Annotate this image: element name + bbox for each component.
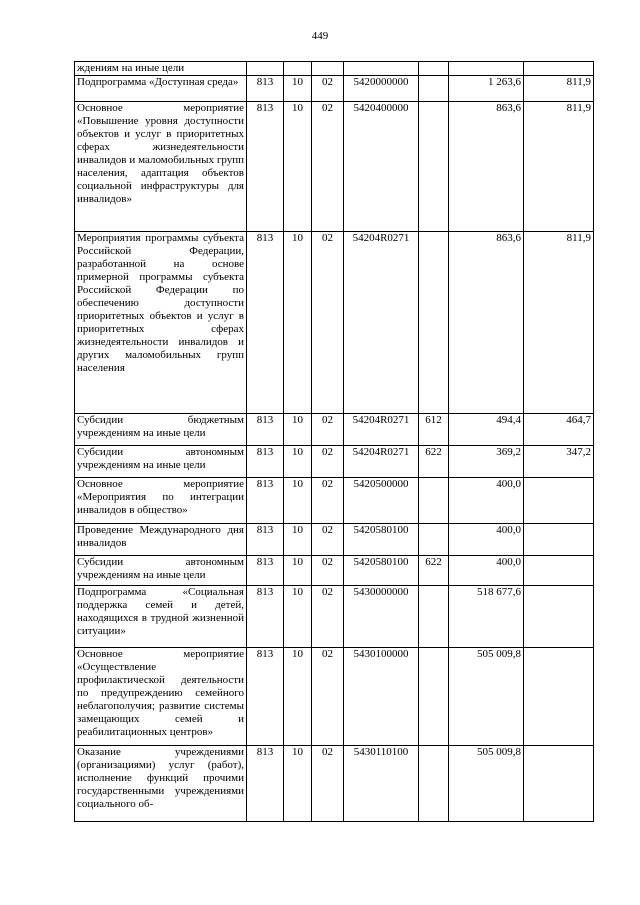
section-code-cell: 10 [284,524,312,556]
ved-code-cell [247,62,284,76]
section-code-cell: 10 [284,232,312,414]
amount-cell-2 [524,524,594,556]
row-name-cell: Субсидии бюджетным учреждениям на иные цели [75,414,247,446]
amount-cell-2: 811,9 [524,102,594,232]
target-article-cell: 5430100000 [344,648,419,746]
ved-code-cell: 813 [247,102,284,232]
subsection-code-cell: 02 [312,102,344,232]
table-row [75,586,594,648]
target-article-cell [344,62,419,76]
amount-cell-2 [524,648,594,746]
ved-code-cell: 813 [247,232,284,414]
section-code-cell: 10 [284,746,312,822]
amount-cell-2: 811,9 [524,232,594,414]
section-code-cell: 10 [284,586,312,648]
amount-cell: 505 009,8 [449,746,524,822]
row-name-cell: Проведение Международного дня инвалидов [75,524,247,556]
section-code-cell: 10 [284,478,312,524]
amount-cell-2 [524,478,594,524]
ved-code-cell: 813 [247,76,284,102]
section-code-cell: 10 [284,446,312,478]
ved-code-cell: 813 [247,446,284,478]
target-article-cell: 5430000000 [344,586,419,648]
section-code-cell: 10 [284,102,312,232]
table-row [75,102,594,232]
expense-type-cell [419,586,449,648]
subsection-code-cell: 02 [312,232,344,414]
ved-code-cell: 813 [247,648,284,746]
subsection-code-cell: 02 [312,648,344,746]
row-name-cell: Подпрограмма «Доступная среда» [75,76,247,102]
amount-cell-2 [524,746,594,822]
amount-cell: 1 263,6 [449,76,524,102]
amount-cell: 518 677,6 [449,586,524,648]
target-article-cell: 5420400000 [344,102,419,232]
expense-type-cell [419,102,449,232]
subsection-code-cell: 02 [312,556,344,586]
target-article-cell: 5420580100 [344,556,419,586]
amount-cell: 863,6 [449,102,524,232]
subsection-code-cell: 02 [312,586,344,648]
row-name-cell: ждениям на иные цели [75,62,247,76]
budget-table [74,61,594,822]
section-code-cell: 10 [284,648,312,746]
expense-type-cell: 622 [419,446,449,478]
section-code-cell: 10 [284,414,312,446]
expense-type-cell [419,62,449,76]
row-name-cell: Субсидии автономным учреждениям на иные цели [75,446,247,478]
section-code-cell: 10 [284,556,312,586]
subsection-code-cell: 02 [312,478,344,524]
ved-code-cell: 813 [247,746,284,822]
amount-cell: 400,0 [449,524,524,556]
section-code-cell: 10 [284,76,312,102]
amount-cell-2 [524,62,594,76]
subsection-code-cell: 02 [312,524,344,556]
table-row [75,414,594,446]
target-article-cell: 5420500000 [344,478,419,524]
amount-cell-2: 464,7 [524,414,594,446]
expense-type-cell [419,76,449,102]
amount-cell: 863,6 [449,232,524,414]
amount-cell: 400,0 [449,478,524,524]
subsection-code-cell: 02 [312,446,344,478]
amount-cell: 494,4 [449,414,524,446]
target-article-cell: 5430110100 [344,746,419,822]
target-article-cell: 5420580100 [344,524,419,556]
expense-type-cell [419,524,449,556]
ved-code-cell: 813 [247,478,284,524]
expense-type-cell [419,746,449,822]
row-name-cell: Субсидии автономным учреждениям на иные цели [75,556,247,586]
ved-code-cell: 813 [247,586,284,648]
amount-cell: 400,0 [449,556,524,586]
table-row [75,746,594,822]
table-row [75,524,594,556]
ved-code-cell: 813 [247,414,284,446]
expense-type-cell: 622 [419,556,449,586]
amount-cell: 505 009,8 [449,648,524,746]
expense-type-cell [419,648,449,746]
section-code-cell [284,62,312,76]
expense-type-cell [419,478,449,524]
amount-cell: 369,2 [449,446,524,478]
target-article-cell: 5420000000 [344,76,419,102]
target-article-cell: 54204R0271 [344,414,419,446]
table-row [75,232,594,414]
subsection-code-cell: 02 [312,414,344,446]
row-name-cell: Основное мероприятие «Осуществление профилактической деятельности по предупреждению семейного неблагополучия; развитие системы замещающих семей и реабилитационных центров» [75,648,247,746]
page-number: 449 [311,30,329,42]
amount-cell-2: 347,2 [524,446,594,478]
amount-cell-2 [524,586,594,648]
row-name-cell: Подпрограмма «Социальная поддержка семей и детей, находящихся в трудной жизненной ситуации» [75,586,247,648]
row-name-cell: Основное мероприятие «Мероприятия по интеграции инвалидов в общество» [75,478,247,524]
table-row [75,478,594,524]
table-row [75,556,594,586]
subsection-code-cell [312,62,344,76]
table-row [75,446,594,478]
table-row [75,62,594,76]
target-article-cell: 54204R0271 [344,232,419,414]
amount-cell [449,62,524,76]
table-row [75,76,594,102]
amount-cell-2: 811,9 [524,76,594,102]
row-name-cell: Мероприятия программы субъекта Российской Федерации, разработанной на основе примерной программы субъекта Российской Федерации по обеспечению доступности приоритетных объектов и услуг в приоритетных сферах жизнедеятельности инвалидов и других маломобильных групп населения [75,232,247,414]
target-article-cell: 54204R0271 [344,446,419,478]
amount-cell-2 [524,556,594,586]
expense-type-cell: 612 [419,414,449,446]
ved-code-cell: 813 [247,524,284,556]
expense-type-cell [419,232,449,414]
row-name-cell: Основное мероприятие «Повышение уровня доступности объектов и услуг в приоритетных сферах жизнедеятельности инвалидов и маломобильных групп населения, адаптация объектов социальной инфраструктуры для инвалидов» [75,102,247,232]
table-row [75,648,594,746]
subsection-code-cell: 02 [312,746,344,822]
row-name-cell: Оказание учреждениями (организациями) услуг (работ), исполнение функций прочими государственными учреждениями социального об- [75,746,247,822]
subsection-code-cell: 02 [312,76,344,102]
ved-code-cell: 813 [247,556,284,586]
